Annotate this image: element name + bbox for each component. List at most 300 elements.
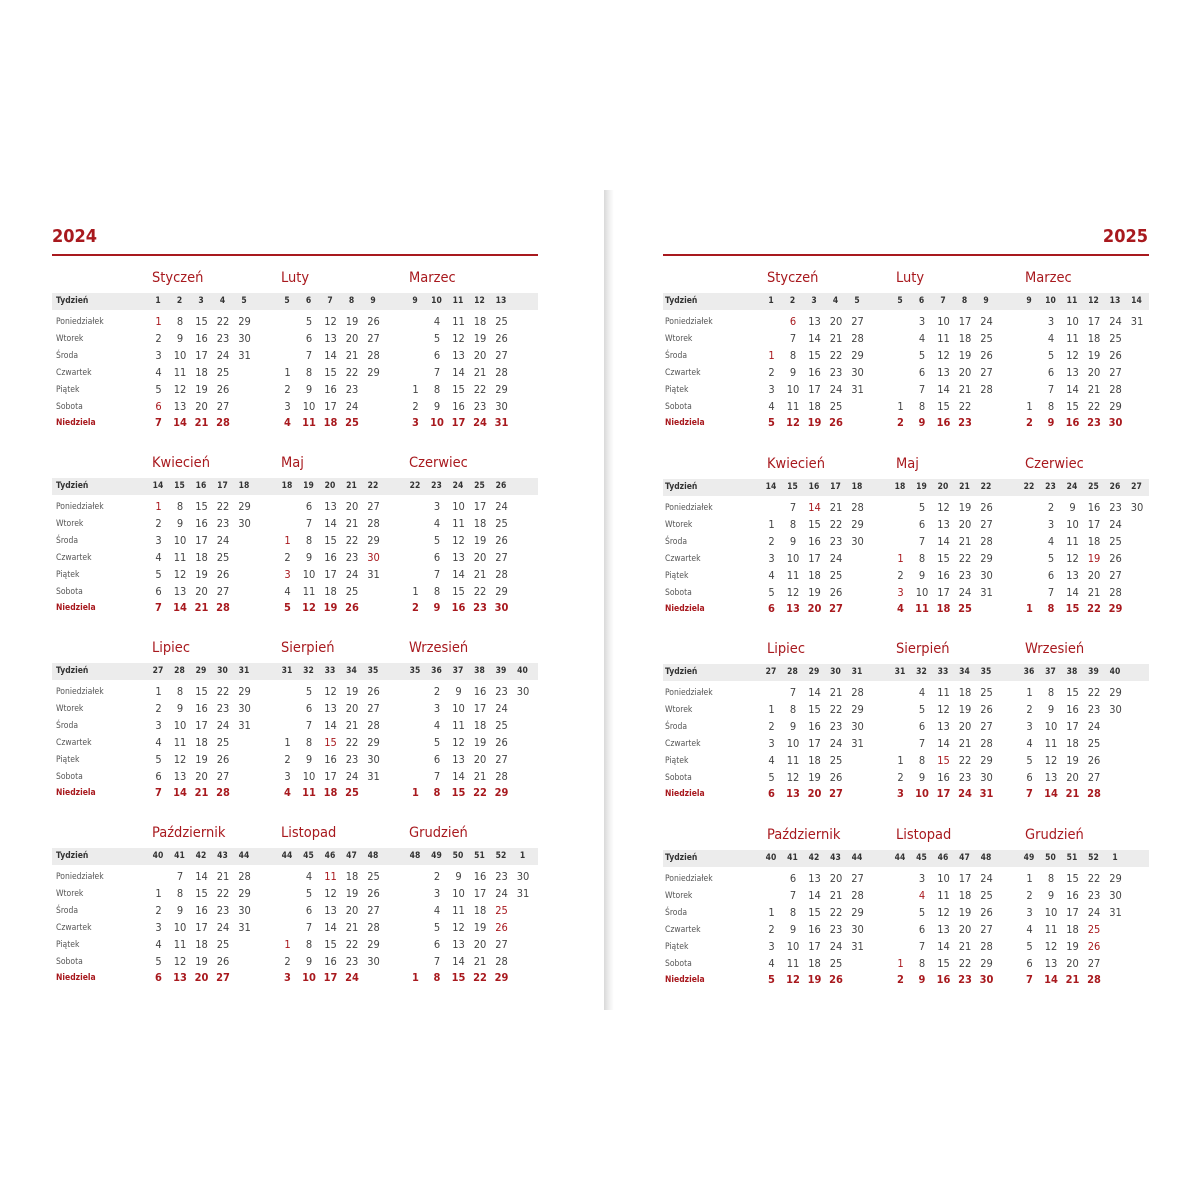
sunday-date: 3 xyxy=(412,416,419,430)
date-cell: 29 xyxy=(851,517,864,531)
date-cell: 4 xyxy=(284,584,291,598)
date-cell: 14 xyxy=(808,686,821,699)
date-cell: 11 xyxy=(302,584,316,598)
date-cell: 12 xyxy=(324,685,337,698)
weekday-label: Niedziela xyxy=(56,973,96,984)
date-cell: 26 xyxy=(1109,348,1122,362)
sunday-date: 23 xyxy=(473,601,487,615)
date-cell: 25 xyxy=(1109,331,1122,345)
date-cell: 10 xyxy=(173,348,187,362)
date-cell: 13 xyxy=(324,500,337,513)
date-cell: 2 xyxy=(768,719,775,733)
date-cell: 23 xyxy=(829,365,843,379)
sunday-date: 12 xyxy=(786,416,800,430)
week-number: 47 xyxy=(959,853,970,863)
date-cell: 11 xyxy=(786,568,800,582)
date-cell: 10 xyxy=(786,551,800,565)
date-cell: 4 xyxy=(768,956,775,970)
month-name: Lipiec xyxy=(152,640,190,656)
holiday-date: 1 xyxy=(155,500,162,513)
date-cell: 23 xyxy=(345,954,359,968)
sunday-date: 16 xyxy=(451,601,466,615)
month-name: Grudzień xyxy=(1025,827,1084,843)
date-cell: 1 xyxy=(1026,872,1033,885)
week-number: 28 xyxy=(787,667,798,677)
sunday-date: 28 xyxy=(216,601,230,615)
date-cell: 15 xyxy=(195,315,208,328)
date-cell: 27 xyxy=(367,701,380,715)
date-cell: 25 xyxy=(1109,534,1122,548)
date-cell: 3 xyxy=(768,939,775,953)
sunday-date: 16 xyxy=(1065,416,1080,430)
weekday-label: Poniedziałek xyxy=(665,503,713,513)
date-cell: 14 xyxy=(324,920,337,934)
week-number: 18 xyxy=(238,481,250,491)
date-cell: 10 xyxy=(302,567,316,581)
date-cell: 20 xyxy=(473,752,487,766)
date-cell: 12 xyxy=(324,315,337,328)
date-cell: 19 xyxy=(808,585,821,599)
date-cell: 16 xyxy=(324,752,337,766)
date-cell: 18 xyxy=(808,568,821,582)
date-cell: 9 xyxy=(789,534,797,548)
date-cell: 11 xyxy=(786,956,800,970)
date-cell: 21 xyxy=(829,686,843,699)
date-cell: 17 xyxy=(473,500,487,513)
date-cell: 26 xyxy=(829,770,843,784)
date-cell: 14 xyxy=(452,769,465,783)
weekday-label: Środa xyxy=(665,350,688,361)
date-cell: 16 xyxy=(1066,702,1079,716)
date-cell: 12 xyxy=(1044,939,1058,953)
date-cell: 9 xyxy=(455,870,462,883)
date-cell: 9 xyxy=(1069,501,1076,514)
date-cell: 5 xyxy=(433,920,441,934)
date-cell: 18 xyxy=(1066,736,1079,750)
sunday-date: 29 xyxy=(494,786,509,800)
date-cell: 18 xyxy=(195,937,208,951)
sunday-date: 22 xyxy=(473,971,487,985)
date-cell: 3 xyxy=(1026,719,1033,733)
date-cell: 11 xyxy=(1044,922,1058,936)
date-cell: 13 xyxy=(937,365,950,379)
year-title: 2025 xyxy=(1102,226,1148,247)
sunday-date: 29 xyxy=(1108,602,1123,616)
sunday-date: 9 xyxy=(433,601,441,615)
sunday-date: 8 xyxy=(433,971,441,985)
date-cell: 2 xyxy=(1047,501,1055,514)
week-number: 27 xyxy=(765,667,777,677)
date-cell: 15 xyxy=(937,399,950,413)
date-cell: 28 xyxy=(1109,585,1122,599)
date-cell: 23 xyxy=(495,870,508,883)
date-cell: 8 xyxy=(918,956,926,970)
week-number: 44 xyxy=(894,853,906,863)
sunday-date: 23 xyxy=(1087,416,1101,430)
week-number: 1 xyxy=(1112,853,1118,863)
sunday-date: 10 xyxy=(915,787,929,801)
week-number: 51 xyxy=(1066,853,1078,863)
date-cell: 13 xyxy=(937,719,950,733)
week-number: 48 xyxy=(409,851,421,861)
date-cell: 30 xyxy=(851,922,864,936)
date-cell: 2 xyxy=(284,382,291,396)
date-cell: 13 xyxy=(452,752,465,766)
date-cell: 19 xyxy=(808,770,821,784)
month-name: Maj xyxy=(896,456,919,472)
date-cell: 22 xyxy=(958,551,972,565)
date-cell: 24 xyxy=(495,500,508,513)
date-cell: 13 xyxy=(452,550,465,564)
date-cell: 7 xyxy=(305,516,313,530)
date-cell: 1 xyxy=(1026,686,1033,699)
date-cell: 5 xyxy=(155,567,162,581)
date-cell: 14 xyxy=(808,888,821,902)
date-cell: 16 xyxy=(324,954,337,968)
date-cell: 5 xyxy=(918,702,926,716)
date-cell: 9 xyxy=(176,701,184,715)
date-cell: 7 xyxy=(789,888,797,902)
date-cell: 2 xyxy=(155,701,162,715)
date-cell: 5 xyxy=(305,886,313,900)
date-cell: 30 xyxy=(851,534,864,548)
date-cell: 16 xyxy=(808,719,821,733)
date-cell: 9 xyxy=(433,399,441,413)
sunday-date: 30 xyxy=(979,973,994,987)
date-cell: 25 xyxy=(829,568,843,582)
weekday-label: Wtorek xyxy=(665,519,693,530)
week-number: 45 xyxy=(916,853,927,863)
date-cell: 6 xyxy=(789,872,797,885)
week-number: 23 xyxy=(1045,482,1056,492)
week-label: Tydzień xyxy=(665,667,698,677)
week-label: Tydzień xyxy=(56,481,89,491)
date-cell: 2 xyxy=(433,685,441,698)
week-number: 2 xyxy=(789,296,796,306)
date-cell: 15 xyxy=(1066,399,1079,413)
sunday-date: 21 xyxy=(194,601,209,615)
date-cell: 17 xyxy=(808,382,821,396)
date-cell: 3 xyxy=(433,701,441,715)
date-cell: 6 xyxy=(305,331,313,345)
week-number: 15 xyxy=(787,482,798,492)
date-cell: 18 xyxy=(808,399,821,413)
date-cell: 11 xyxy=(452,903,465,917)
weekday-label: Niedziela xyxy=(665,789,705,800)
date-cell: 20 xyxy=(1066,956,1079,970)
weekday-label: Wtorek xyxy=(665,333,693,344)
date-cell: 5 xyxy=(768,585,775,599)
date-cell: 3 xyxy=(1047,517,1055,531)
date-cell: 14 xyxy=(937,736,950,750)
date-cell: 4 xyxy=(155,937,162,951)
date-cell: 22 xyxy=(216,685,230,698)
date-cell: 21 xyxy=(958,939,972,953)
date-cell: 6 xyxy=(918,365,926,379)
weekday-label: Środa xyxy=(56,350,79,361)
date-cell: 25 xyxy=(980,331,993,345)
date-cell: 18 xyxy=(808,956,821,970)
sunday-date: 14 xyxy=(173,786,187,800)
date-cell: 25 xyxy=(345,584,359,598)
week-label: Tydzień xyxy=(56,851,89,861)
date-cell: 7 xyxy=(789,686,797,699)
week-number: 32 xyxy=(916,667,927,677)
weekday-label: Niedziela xyxy=(665,975,705,986)
date-cell: 11 xyxy=(173,365,187,379)
weekday-label: Czwartek xyxy=(665,924,701,935)
week-number: 27 xyxy=(152,666,164,676)
date-cell: 22 xyxy=(216,315,230,328)
week-number: 4 xyxy=(219,296,226,306)
date-cell: 12 xyxy=(937,702,950,716)
month-name: Czerwiec xyxy=(409,455,468,471)
week-number: 22 xyxy=(980,482,992,492)
date-cell: 30 xyxy=(1109,702,1122,716)
week-number: 37 xyxy=(1045,667,1056,677)
date-cell: 3 xyxy=(433,886,441,900)
date-cell: 1 xyxy=(897,399,904,413)
date-cell: 16 xyxy=(1066,888,1079,902)
date-cell: 20 xyxy=(195,584,208,598)
week-number: 28 xyxy=(174,666,185,676)
week-number: 22 xyxy=(1023,482,1035,492)
date-cell: 21 xyxy=(829,501,843,514)
date-cell: 26 xyxy=(1109,551,1122,565)
date-cell: 20 xyxy=(958,922,972,936)
sunday-date: 7 xyxy=(1026,973,1033,987)
date-cell: 1 xyxy=(1026,399,1033,413)
date-cell: 11 xyxy=(452,516,465,530)
date-cell: 27 xyxy=(1087,770,1101,784)
date-cell: 20 xyxy=(1066,770,1079,784)
date-cell: 5 xyxy=(1047,348,1055,362)
sunday-date: 27 xyxy=(829,602,843,616)
sunday-date: 29 xyxy=(494,971,509,985)
date-cell: 24 xyxy=(829,382,843,396)
date-cell: 26 xyxy=(367,685,380,698)
date-cell: 13 xyxy=(1044,770,1058,784)
week-number: 39 xyxy=(495,666,507,676)
date-cell: 7 xyxy=(918,736,926,750)
week-label: Tydzień xyxy=(56,296,89,306)
date-cell: 11 xyxy=(1066,534,1079,548)
sunday-date: 17 xyxy=(451,416,466,430)
date-cell: 28 xyxy=(367,920,380,934)
week-number: 43 xyxy=(217,851,228,861)
date-cell: 10 xyxy=(302,399,316,413)
date-cell: 14 xyxy=(808,331,821,345)
date-cell: 16 xyxy=(808,365,821,379)
holiday-date: 4 xyxy=(918,888,926,902)
week-number: 27 xyxy=(1131,482,1142,492)
week-number: 13 xyxy=(495,296,507,306)
date-cell: 2 xyxy=(284,752,291,766)
sunday-date: 14 xyxy=(1044,787,1058,801)
date-cell: 26 xyxy=(495,533,508,547)
date-cell: 17 xyxy=(958,872,972,885)
date-cell: 23 xyxy=(958,770,972,784)
week-number: 10 xyxy=(1045,296,1056,306)
date-cell: 21 xyxy=(958,534,972,548)
date-cell: 1 xyxy=(768,702,775,716)
week-number: 4 xyxy=(832,296,839,306)
date-cell: 6 xyxy=(1047,568,1055,582)
sunday-date: 8 xyxy=(433,786,441,800)
date-cell: 29 xyxy=(980,753,993,767)
week-number: 41 xyxy=(174,851,185,861)
date-cell: 22 xyxy=(1087,872,1101,885)
date-cell: 24 xyxy=(345,769,359,783)
date-cell: 23 xyxy=(345,550,359,564)
date-cell: 14 xyxy=(1066,382,1079,396)
date-cell: 4 xyxy=(918,686,926,699)
weekday-label: Wtorek xyxy=(56,518,84,529)
date-cell: 12 xyxy=(324,886,337,900)
week-number: 33 xyxy=(937,667,949,677)
sunday-date: 2 xyxy=(897,973,904,987)
sunday-date: 14 xyxy=(173,601,187,615)
date-cell: 14 xyxy=(324,718,337,732)
date-cell: 4 xyxy=(433,903,441,917)
sunday-date: 20 xyxy=(807,787,822,801)
date-cell: 10 xyxy=(173,920,187,934)
date-cell: 25 xyxy=(829,956,843,970)
sunday-date: 19 xyxy=(807,973,822,987)
date-cell: 8 xyxy=(176,500,184,513)
holiday-date: 19 xyxy=(1087,551,1101,565)
date-cell: 10 xyxy=(786,382,800,396)
date-cell: 6 xyxy=(918,517,926,531)
sunday-date: 1 xyxy=(412,786,419,800)
date-cell: 8 xyxy=(789,905,797,919)
date-cell: 20 xyxy=(195,399,208,413)
date-cell: 25 xyxy=(829,399,843,413)
holiday-date: 15 xyxy=(324,735,337,749)
sunday-date: 9 xyxy=(918,416,926,430)
date-cell: 5 xyxy=(1026,753,1033,767)
date-cell: 20 xyxy=(829,315,843,328)
date-cell: 6 xyxy=(433,937,441,951)
sunday-date: 12 xyxy=(786,973,800,987)
date-cell: 27 xyxy=(980,719,993,733)
date-cell: 6 xyxy=(433,752,441,766)
date-cell: 4 xyxy=(433,516,441,530)
date-cell: 21 xyxy=(473,954,487,968)
date-cell: 15 xyxy=(1066,872,1079,885)
date-cell: 20 xyxy=(345,331,359,345)
month-name: Sierpień xyxy=(281,640,335,656)
weekday-label: Sobota xyxy=(665,401,692,412)
sunday-date: 10 xyxy=(430,416,444,430)
date-cell: 14 xyxy=(937,534,950,548)
date-cell: 16 xyxy=(473,685,487,698)
weekday-label: Piątek xyxy=(56,939,80,950)
week-number: 31 xyxy=(281,666,293,676)
sunday-date: 6 xyxy=(155,971,162,985)
sunday-date: 14 xyxy=(1044,973,1058,987)
date-cell: 20 xyxy=(958,365,972,379)
sunday-date: 25 xyxy=(345,786,359,800)
date-cell: 31 xyxy=(1130,315,1144,328)
date-cell: 15 xyxy=(324,533,337,547)
weekday-label: Środa xyxy=(56,535,79,546)
week-number: 29 xyxy=(808,667,820,677)
date-cell: 26 xyxy=(495,735,508,749)
holiday-date: 15 xyxy=(937,753,950,767)
date-cell: 8 xyxy=(176,315,184,328)
sunday-date: 30 xyxy=(494,601,509,615)
date-cell: 1 xyxy=(284,365,291,379)
date-cell: 21 xyxy=(473,567,487,581)
date-cell: 31 xyxy=(367,769,380,783)
date-cell: 13 xyxy=(173,399,187,413)
date-cell: 25 xyxy=(829,753,843,767)
date-cell: 13 xyxy=(324,331,337,345)
date-cell: 16 xyxy=(473,870,487,883)
date-cell: 15 xyxy=(937,551,950,565)
date-cell: 28 xyxy=(238,870,251,883)
week-number: 30 xyxy=(217,666,228,676)
date-cell: 11 xyxy=(173,937,187,951)
week-number: 42 xyxy=(195,851,207,861)
week-number: 26 xyxy=(495,481,507,491)
date-cell: 8 xyxy=(305,937,313,951)
month-name: Marzec xyxy=(1025,270,1072,286)
date-cell: 26 xyxy=(980,501,993,514)
date-cell: 26 xyxy=(980,702,993,716)
date-cell: 17 xyxy=(195,348,208,362)
weekday-label: Wtorek xyxy=(665,704,693,715)
month-name: Wrzesień xyxy=(1025,641,1085,657)
date-cell: 9 xyxy=(789,719,797,733)
date-cell: 23 xyxy=(216,331,230,345)
sunday-date: 28 xyxy=(1087,787,1101,801)
sunday-date: 26 xyxy=(345,601,359,615)
date-cell: 27 xyxy=(367,500,380,513)
date-cell: 10 xyxy=(1066,517,1079,531)
date-cell: 25 xyxy=(216,365,230,379)
date-cell: 1 xyxy=(155,685,162,698)
week-number: 20 xyxy=(324,481,336,491)
date-cell: 1 xyxy=(897,753,904,767)
date-cell: 20 xyxy=(1087,568,1101,582)
date-cell: 24 xyxy=(1087,905,1101,919)
week-number: 8 xyxy=(961,296,968,306)
date-cell: 18 xyxy=(1087,534,1101,548)
date-cell: 24 xyxy=(958,585,972,599)
week-number: 31 xyxy=(851,667,863,677)
date-cell: 26 xyxy=(829,585,843,599)
date-cell: 28 xyxy=(980,939,993,953)
sunday-date: 23 xyxy=(958,973,972,987)
sunday-date: 2 xyxy=(412,601,419,615)
date-cell: 29 xyxy=(1109,686,1122,699)
date-cell: 23 xyxy=(1087,702,1101,716)
weekday-label: Sobota xyxy=(56,401,83,412)
date-cell: 3 xyxy=(284,769,291,783)
weekday-label: Środa xyxy=(56,905,79,916)
sunday-date: 22 xyxy=(473,786,487,800)
sunday-date: 16 xyxy=(936,973,951,987)
date-cell: 25 xyxy=(216,550,230,564)
date-cell: 9 xyxy=(789,365,797,379)
week-number: 41 xyxy=(787,853,798,863)
date-cell: 7 xyxy=(433,954,441,968)
date-cell: 10 xyxy=(173,533,187,547)
date-cell: 4 xyxy=(768,399,775,413)
date-cell: 19 xyxy=(195,954,208,968)
